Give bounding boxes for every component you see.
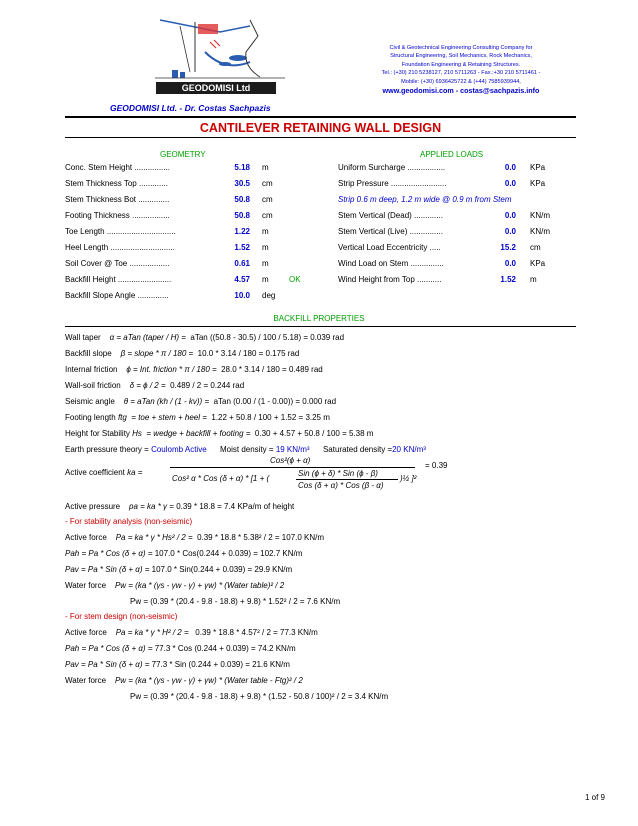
page-number: 1 of 9 [584,793,605,802]
geometry-label: Backfill Height ........................ [65,275,172,284]
applied-load-value: 0.0 [504,227,516,236]
applied-load-label: Stem Vertical (Dead) ............. [338,211,443,220]
active-coefficient-result: = 0.39 [425,461,448,470]
company-line: Foundation Engineering & Retaining Structures. [401,61,521,68]
stem-pav-row: Pav = Pa * Sin (δ + α) = 77.3 * Sin (0.244 + 0.039) = 21.6 KN/m [65,660,290,669]
applied-load-unit: KPa [530,163,546,172]
stem-active-force-row: Active force Pa = ka * γ * H² / 2 = 0.39 * 18.8 * 4.57² / 2 = 77.3 KN/m [65,628,318,637]
applied-load-label: Vertical Load Eccentricity ..... [338,243,441,252]
earth-pressure-row: Earth pressure theory = Coulomb Active Moist density = 19 KN/m³ Saturated density =20 KN/m³ [65,445,426,454]
geometry-label: Conc. Stem Height ................ [65,163,170,172]
stability-water-force-row: Water force Pw = (ka * (γs - γw - γ) + γw) * (Water table)² / 2 [65,581,285,590]
geometry-value: 5.18 [234,163,250,172]
title-bottom-rule [65,137,576,138]
wall-soil-friction-row: Wall-soil friction δ = ϕ / 2 = 0.489 / 2 = 0.244 rad [65,381,245,390]
title-top-rule [65,116,576,118]
applied-load-unit: m [530,275,537,284]
applied-load-unit: KN/m [530,211,550,220]
stability-active-force-row: Active force Pa = ka * γ * Hs² / 2 = 0.39 * 18.8 * 5.38² / 2 = 107.0 KN/m [65,533,325,542]
geometry-value: 0.61 [234,259,250,268]
geometry-value: 4.57 [234,275,250,284]
stem-pah-row: Pah = Pa * Cos (δ + α) = 77.3 * Cos (0.244 + 0.039) = 74.2 KN/m [65,644,296,653]
active-coefficient-label: Active coefficient ka = [65,468,143,477]
geometry-value: 10.0 [234,291,250,300]
geometry-unit: m [262,163,269,172]
active-pressure-row: Active pressure pa = ka * γ = 0.39 * 18.8 = 7.4 KPa/m of height [65,502,295,511]
geometry-note: OK [289,275,301,284]
geometry-heading: GEOMETRY [160,150,206,159]
stability-pav-row: Pav = Pa * Sin (δ + α) = 107.0 * Sin(0.244 + 0.039) = 29.9 KN/m [65,565,293,574]
applied-load-label: Wind Load on Stem ............... [338,259,444,268]
geometry-unit: deg [262,291,276,300]
company-line: Structural Engineering, Soil Mechanics, Rock Mechanics, [390,53,532,60]
denominator-right: )½ ]² [400,474,417,483]
backfill-slope-row: Backfill slope β = slope * π / 180 = 10.0 * 3.14 / 180 = 0.175 rad [65,349,300,358]
geometry-label: Footing Thickness ................. [65,211,170,220]
geometry-value: 30.5 [234,179,250,188]
height-stability-row: Height for Stability Hs = wedge + backfill + footing = 0.30 + 4.57 + 50.8 / 100 = 5.38 m [65,429,374,438]
geometry-label: Backfill Slope Angle .............. [65,291,169,300]
company-info [322,44,600,86]
applied-load-label: Uniform Surcharge ................. [338,163,446,172]
author-line: GEODOMISI Ltd. - Dr. Costas Sachpazis [110,103,271,113]
denominator-left: Cos² α * Cos (δ + α) * [1 + ( [172,474,270,483]
stem-water-force-row: Water force Pw = (ka * (γs - γw - γ) + γw) * (Water table - Ftg)² / 2 [65,676,303,685]
geometry-unit: m [262,275,269,284]
inner-numerator: Sin (ϕ + δ) * Sin (ϕ - β) [298,469,378,478]
applied-load-value: 0.0 [504,259,516,268]
applied-load-unit: KN/m [530,227,550,236]
footing-length-row: Footing length ftg = toe + stem + heel = 1.22 + 50.8 / 100 + 1.52 = 3.25 m [65,413,330,422]
stem-heading: - For stem design (non-seismic) [65,612,178,621]
stability-heading: - For stability analysis (non-seismic) [65,517,193,526]
section-rule [65,326,576,327]
applied-load-label: Wind Height from Top ........... [338,275,442,284]
company-line: Mobile: (+30) 6936425722 & (+44) 7585939944, [401,78,521,85]
website-email[interactable]: www.geodomisi.com - costas@sachpazis.info [382,86,540,95]
applied-load-value: 0.0 [504,163,516,172]
geometry-label: Toe Length ............................... [65,227,176,236]
geometry-label: Soil Cover @ Toe .................. [65,259,170,268]
stem-water-force-calc: Pw = (0.39 * (20.4 - 9.8 - 18.8) + 9.8) * (1.52 - 50.8 / 100)² / 2 = 3.4 KN/m [130,692,389,701]
applied-load-label: Strip Pressure ......................... [338,179,447,188]
geometry-unit: cm [262,179,273,188]
earth-pressure-theory: Coulomb Active [151,445,207,454]
seismic-angle-row: Seismic angle θ = aTan (kh / (1 - kv)) = aTan (0.00 / (1 - 0.00)) = 0.000 rad [65,397,337,406]
active-coefficient-numerator: Cos²(ϕ + α) [270,456,311,465]
stability-pah-row: Pah = Pa * Cos (δ + α) = 107.0 * Cos(0.244 + 0.039) = 102.7 KN/m [65,549,303,558]
geometry-unit: cm [262,211,273,220]
geometry-unit: m [262,259,269,268]
applied-loads-heading: APPLIED LOADS [420,150,484,159]
applied-load-value: 1.52 [500,275,516,284]
geometry-value: 50.8 [234,211,250,220]
logo-name: GEODOMISI Ltd [156,82,276,94]
geometry-value: 50.8 [234,195,250,204]
geometry-unit: m [262,227,269,236]
applied-load-value: 15.2 [500,243,516,252]
inner-denominator: Cos (δ + α) * Cos (β - α) [298,481,384,490]
saturated-density: 20 KN/m³ [392,445,426,454]
applied-load-label: Stem Vertical (Live) ............... [338,227,443,236]
applied-load-unit: KPa [530,179,546,188]
inner-fraction-line [296,479,398,480]
fraction-line [170,467,415,468]
geometry-unit: m [262,243,269,252]
applied-load-label: Strip 0.6 m deep, 1.2 m wide @ 0.9 m from Stem [338,195,512,204]
backfill-heading: BACKFILL PROPERTIES [273,314,365,323]
applied-load-value: 0.0 [504,211,516,220]
stability-water-force-calc: Pw = (0.39 * (20.4 - 9.8 - 18.8) + 9.8) * 1.52² / 2 = 7.6 KN/m [130,597,341,606]
moist-density: 19 KN/m³ [275,445,310,454]
geometry-unit: cm [262,195,273,204]
company-line: Tel.: (+30) 210 5238127, 210 5711263 - Fax.:+30 210 5711461 - [381,70,541,77]
wall-taper-row: Wall taper α = aTan (taper / H) = aTan ((50.8 - 30.5) / 100 / 5.18) = 0.039 rad [65,333,345,342]
geometry-label: Heel Length ............................. [65,243,175,252]
internal-friction-row: Internal friction ϕ = Int. friction * π / 180 = 28.0 * 3.14 / 180 = 0.489 rad [65,365,323,374]
applied-load-value: 0.0 [504,179,516,188]
geometry-value: 1.22 [234,227,250,236]
applied-load-unit: cm [530,243,541,252]
geometry-value: 1.52 [234,243,250,252]
geometry-label: Stem Thickness Top ............. [65,179,168,188]
document-title: CANTILEVER RETAINING WALL DESIGN [199,121,442,135]
applied-load-unit: KPa [530,259,546,268]
geometry-label: Stem Thickness Bot .............. [65,195,170,204]
company-line: Civil & Geotechnical Engineering Consulting Company for [389,45,533,51]
